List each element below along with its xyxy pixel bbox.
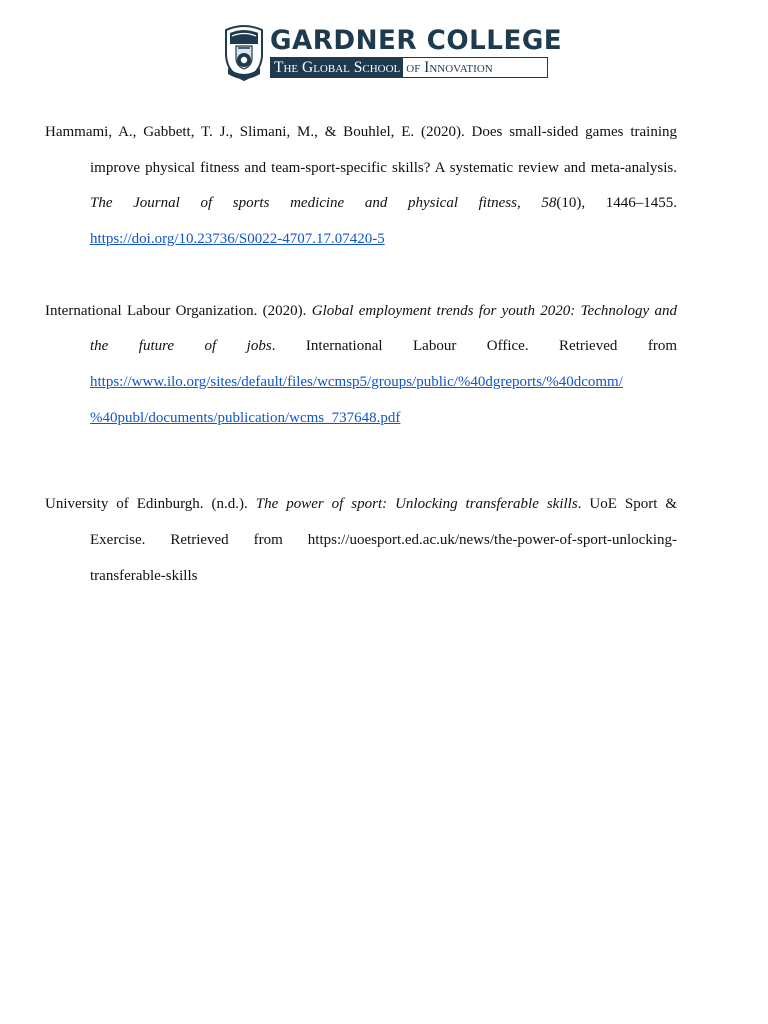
reference-authors: Hammami, A., Gabbett, T. J., Slimani, M., & Bouhlel, E. (2020). Does small-sided games training improve physical fitness and team-sport-specific skills? A systematic review and meta-analysis. [45,124,677,176]
reference-journal: The Journal of sports medicine and physical fitness [90,195,517,212]
reference-url-link[interactable] [90,374,623,426]
reference-url-part1: https://www.ilo.org/sites/default/files/wcmsp5/groups/public/%40dgreports/%40dcomm/ [90,373,623,390]
crest-icon [222,24,266,82]
reference-title: The power of sport: Unlocking transferable skills [255,496,578,513]
reference-entry [45,487,677,594]
reference-issue-pages: (10), 1446–1455. [556,195,677,212]
reference-entry [45,115,677,258]
logo-college-name: GARDNER COLLEGE [270,25,563,56]
reference-volume: 58 [541,195,557,212]
reference-list [45,115,677,594]
reference-rest: . UoE Sport & Exercise. Retrieved from https://uoesport.ed.ac.uk/news/the-power-of-sport-unlocking-transferable-skills [90,496,678,584]
reference-entry [45,294,677,437]
reference-title: Global employment trends for youth 2020: Technology and the future of jobs [90,302,678,355]
reference-authors: University of Edinburgh. (n.d.). [45,496,248,513]
reference-url-part2: %40publ/documents/publication/wcms_737648.pdf [90,409,401,426]
reference-separator: , [516,195,542,212]
reference-publisher: . International Labour Office. Retrieved from [271,338,677,355]
reference-doi-link[interactable]: https://doi.org/10.23736/S0022-4707.17.07420-5 [90,231,385,248]
logo-tagline-part1: The Global School [271,58,403,77]
logo-tagline-part2: of Innovation [403,58,547,77]
college-logo [222,24,563,82]
logo-tagline [270,57,548,78]
reference-authors: International Labour Organization. (2020). [45,302,307,319]
